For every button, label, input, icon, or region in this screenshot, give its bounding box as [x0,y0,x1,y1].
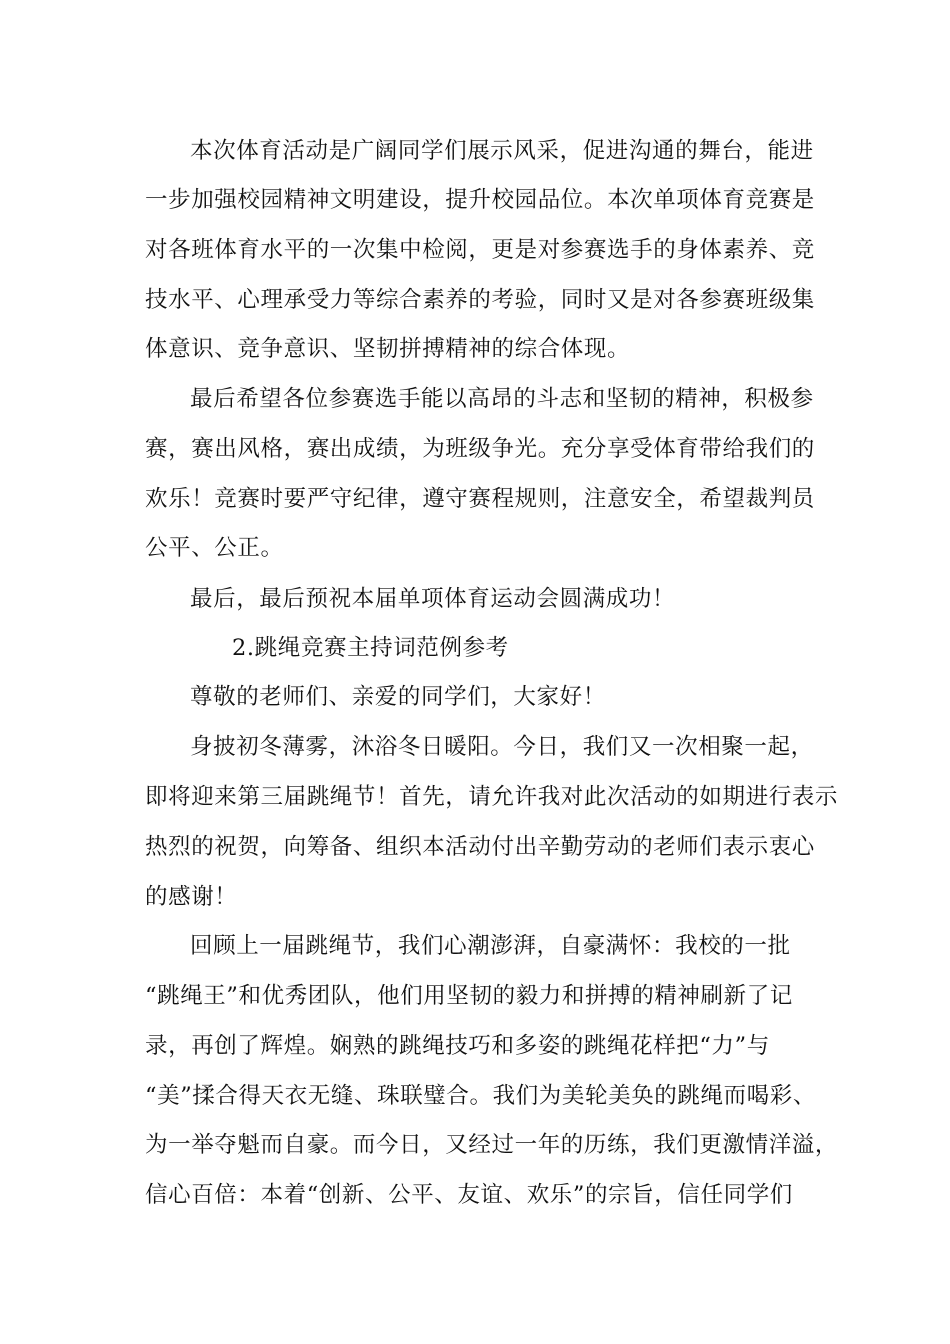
paragraph-line: 最后希望各位参赛选手能以高昂的斗志和坚韧的精神，积极参 [190,386,814,412]
paragraph-line: “美”揉合得天衣无缝、珠联璧合。我们为美轮美奂的跳绳而喝彩、 [145,1083,817,1109]
paragraph-line: 赛，赛出风格，赛出成绩，为班级争光。充分享受体育带给我们的 [145,436,815,462]
paragraph-line: 回顾上一届跳绳节，我们心潮澎湃，自豪满怀：我校的一批 [190,933,791,959]
paragraph-line: 信心百倍：本着“创新、公平、友谊、欢乐”的宗旨，信任同学们 [145,1182,793,1208]
paragraph-line: 为一举夺魁而自豪。而今日，又经过一年的历练，我们更激情洋溢， [145,1132,839,1158]
paragraph-line: 欢乐！竞赛时要严守纪律，遵守赛程规则，注意安全，希望裁判员 [145,486,815,512]
paragraph-line: 录，再创了辉煌。娴熟的跳绳技巧和多姿的跳绳花样把“力”与 [145,1033,770,1059]
paragraph-line: 本次体育活动是广阔同学们展示风采，促进沟通的舞台，能进 [190,138,814,164]
paragraph-line: 即将迎来第三届跳绳节！首先，请允许我对此次活动的如期进行表示 [145,784,839,810]
section-heading: 2.跳绳竞赛主持词范例参考 [232,635,509,661]
paragraph-line: 热烈的祝贺，向筹备、组织本活动付出辛勤劳动的老师们表示衷心 [145,834,815,860]
paragraph-line: 尊敬的老师们、亲爱的同学们，大家好！ [190,684,606,710]
paragraph-line: 一步加强校园精神文明建设，提升校园品位。本次单项体育竞赛是 [145,187,815,213]
paragraph-line: 身披初冬薄雾，沐浴冬日暖阳。今日，我们又一次相聚一起， [190,734,814,760]
paragraph-line: “跳绳王”和优秀团队，他们用坚韧的毅力和拼搏的精神刷新了记 [145,983,793,1009]
paragraph-line: 最后，最后预祝本届单项体育运动会圆满成功！ [190,586,676,612]
paragraph-line: 公平、公正。 [145,535,284,561]
paragraph-line: 的感谢！ [145,884,238,910]
paragraph-line: 对各班体育水平的一次集中检阅，更是对参赛选手的身体素养、竞 [145,237,815,263]
paragraph-line: 体意识、竞争意识、坚韧拼搏精神的综合体现。 [145,336,631,362]
paragraph-line: 技水平、心理承受力等综合素养的考验，同时又是对各参赛班级集 [145,287,815,313]
